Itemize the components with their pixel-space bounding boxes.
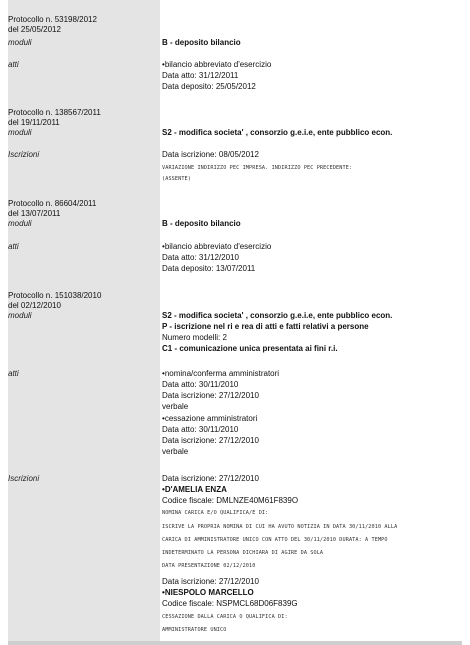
protocol-number: Protocollo n. 151038/2010 bbox=[8, 291, 102, 300]
fiscal-code: Codice fiscale: DMLNZE40M61F839O bbox=[162, 496, 299, 505]
atto-title: • bilancio abbreviato d'esercizio bbox=[162, 242, 454, 253]
atto-deposit-date: Data deposito: 13/07/2011 bbox=[162, 264, 256, 273]
atto-title: • nomina/conferma amministratori bbox=[162, 369, 454, 380]
person-name: • D'AMELIA ENZA bbox=[162, 485, 454, 496]
iscrizione-note: VARIAZIONE INDIRIZZO PEC IMPRESA. INDIRIZZO PEC PRECEDENTE: bbox=[162, 165, 353, 171]
atto-deposit-date: Data deposito: 25/05/2012 bbox=[162, 82, 256, 91]
iscrizione-note: CESSAZIONE DALLA CARICA O QUALIFICA DI: bbox=[162, 614, 288, 620]
iscrizione-note: INDETERMINATO LA PERSONA DICHIARA DI AGIRE DA SOLA bbox=[162, 550, 324, 556]
protocol-date: del 25/05/2012 bbox=[8, 25, 61, 34]
atti-label: atti bbox=[8, 60, 19, 69]
atti-label: atti bbox=[8, 242, 19, 251]
moduli-label: moduli bbox=[8, 128, 32, 137]
iscrizione-note: ISCRIVE LA PROPRIA NOMINA DI CUI HA AVUTO NOTIZIA IN DATA 30/11/2010 ALLA bbox=[162, 524, 398, 530]
moduli-value: B - deposito bilancio bbox=[162, 219, 241, 228]
moduli-value: P - iscrizione nel ri e rea di atti e fatti relativi a persone bbox=[162, 322, 369, 331]
iscrizione-date: Data iscrizione: 27/12/2010 bbox=[162, 577, 259, 586]
iscrizione-date: Data iscrizione: 27/12/2010 bbox=[162, 474, 259, 483]
moduli-label: moduli bbox=[8, 311, 32, 320]
protocol-number: Protocollo n. 53198/2012 bbox=[8, 15, 97, 24]
atto-date: Data atto: 30/11/2010 bbox=[162, 425, 239, 434]
iscrizioni-label: Iscrizioni bbox=[8, 150, 40, 159]
fiscal-code: Codice fiscale: NSPMCL68D06F839G bbox=[162, 599, 298, 608]
person-name: • NIESPOLO MARCELLO bbox=[162, 588, 454, 599]
label-column bbox=[8, 0, 160, 645]
iscrizioni-label: Iscrizioni bbox=[8, 474, 40, 483]
iscrizione-date: Data iscrizione: 08/05/2012 bbox=[162, 150, 259, 159]
moduli-value: S2 - modifica societa' , consorzio g.e.i.e, ente pubblico econ. bbox=[162, 311, 393, 320]
protocol-date: del 19/11/2011 bbox=[8, 118, 60, 127]
atto-type: verbale bbox=[162, 447, 189, 456]
moduli-value: S2 - modifica societa' , consorzio g.e.i.e, ente pubblico econ. bbox=[162, 128, 393, 137]
atto-date: Data atto: 30/11/2010 bbox=[162, 380, 239, 389]
moduli-value: B - deposito bilancio bbox=[162, 38, 241, 47]
atto-date: Data atto: 31/12/2010 bbox=[162, 253, 239, 262]
protocol-number: Protocollo n. 86604/2011 bbox=[8, 199, 97, 208]
iscrizione-note: AMMINISTRATORE UNICO bbox=[162, 627, 227, 633]
atto-type: verbale bbox=[162, 402, 189, 411]
atto-title: • bilancio abbreviato d'esercizio bbox=[162, 60, 454, 71]
atto-title: • cessazione amministratori bbox=[162, 414, 454, 425]
iscrizione-note: DATA PRESENTAZIONE 02/12/2010 bbox=[162, 563, 256, 569]
atto-date: Data atto: 31/12/2011 bbox=[162, 71, 239, 80]
iscrizione-note: CARICA DI AMMINISTRATORE UNICO CON ATTO DEL 30/11/2010 DURATA: A TEMPO bbox=[162, 537, 388, 543]
moduli-value: C1 - comunicazione unica presentata ai fini r.i. bbox=[162, 344, 338, 353]
page-bottom-divider bbox=[8, 641, 462, 645]
iscrizione-note: (ASSENTE) bbox=[162, 176, 192, 182]
atto-registration-date: Data iscrizione: 27/12/2010 bbox=[162, 391, 259, 400]
protocol-number: Protocollo n. 138567/2011 bbox=[8, 108, 101, 117]
protocol-date: del 13/07/2011 bbox=[8, 209, 61, 218]
moduli-label: moduli bbox=[8, 219, 32, 228]
moduli-label: moduli bbox=[8, 38, 32, 47]
iscrizione-note: NOMINA CARICA E/O QUALIFICA/E DI: bbox=[162, 510, 269, 516]
moduli-count: Numero modelli: 2 bbox=[162, 333, 227, 342]
protocol-date: del 02/12/2010 bbox=[8, 301, 61, 310]
atti-label: atti bbox=[8, 369, 19, 378]
atto-registration-date: Data iscrizione: 27/12/2010 bbox=[162, 436, 259, 445]
